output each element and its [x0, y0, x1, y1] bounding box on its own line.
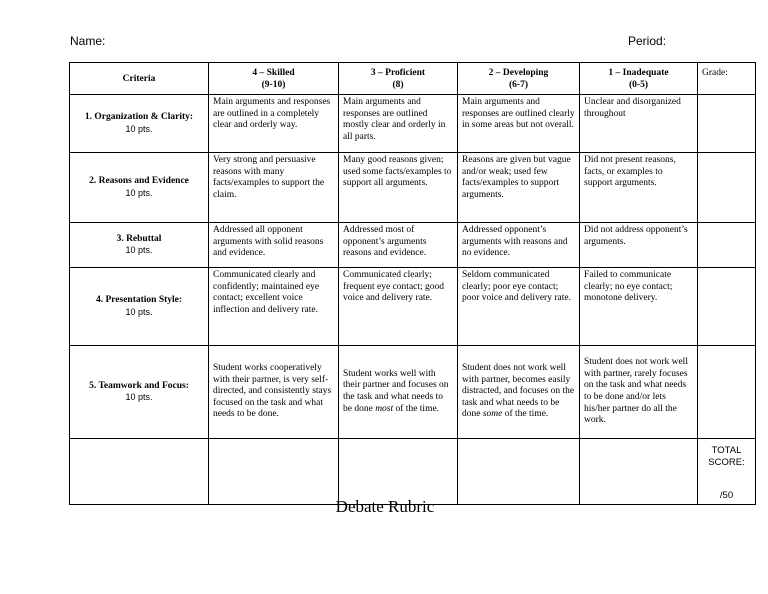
skilled-cell: Main arguments and responses are outlined in a completely clear and orderly way.: [209, 95, 339, 153]
proficient-cell: Addressed most of opponent’s arguments reasons and evidence.: [339, 223, 458, 268]
rubric-table: [69, 62, 756, 505]
criterion-cell: 3. Rebuttal 10 pts.: [70, 223, 209, 268]
skilled-cell: Very strong and persuasive reasons with many facts/examples to support the claim.: [209, 153, 339, 223]
inadequate-cell: Did not address opponent’s arguments.: [580, 223, 698, 268]
inadequate-cell: Failed to communicate clearly; no eye contact; monotone delivery.: [580, 268, 698, 346]
developing-cell: Seldom communicated clearly; poor eye contact; poor voice and delivery rate.: [458, 268, 580, 346]
skilled-cell: Communicated clearly and confidently; maintained eye contact; excellent voice inflection and delivery rate.: [209, 268, 339, 346]
grade-cell[interactable]: [698, 223, 756, 268]
empty-cell: [209, 439, 339, 505]
grade-cell[interactable]: [698, 346, 756, 439]
developing-cell: Main arguments and responses are outlined clearly in some areas but not overall.: [458, 95, 580, 153]
total-row: [70, 439, 756, 505]
empty-cell: [70, 439, 209, 505]
inadequate-cell: Student does not work well with partner, rarely focuses on the task and what needs to be done and/or lets his/her partner do all the work.: [580, 346, 698, 439]
empty-cell: [339, 439, 458, 505]
proficient-cell: Student works well with their partner and focuses on the task and what needs to be done most of the time.: [339, 346, 458, 439]
grade-cell[interactable]: [698, 268, 756, 346]
total-max: /50: [719, 490, 734, 502]
page-title: Debate Rubric: [335, 497, 435, 516]
proficient-cell: Many good reasons given; used some facts/examples to support all arguments.: [339, 153, 458, 223]
table-row: [70, 268, 756, 346]
grade-cell[interactable]: [698, 153, 756, 223]
proficient-cell: Communicated clearly; frequent eye contact; good voice and delivery rate.: [339, 268, 458, 346]
table-row: [70, 95, 756, 153]
proficient-cell: Main arguments and responses are outlined mostly clear and orderly in all parts.: [339, 95, 458, 153]
table-row: [70, 223, 756, 268]
empty-cell: [458, 439, 580, 505]
col-header-developing: 2 – Developing (6-7): [458, 63, 580, 95]
col-header-criteria: Criteria: [70, 63, 209, 95]
period-label: Period:: [628, 34, 667, 48]
col-header-inadequate: 1 – Inadequate (0-5): [580, 63, 698, 95]
criterion-cell: 2. Reasons and Evidence 10 pts.: [70, 153, 209, 223]
skilled-cell: Student works cooperatively with their partner, is very self-directed, and consistently stays focused on the task and what needs to be done.: [209, 346, 339, 439]
total-score-cell[interactable]: [698, 439, 756, 505]
inadequate-cell: Unclear and disorganized throughout: [580, 95, 698, 153]
skilled-cell: Addressed all opponent arguments with solid reasons and evidence.: [209, 223, 339, 268]
empty-cell: [580, 439, 698, 505]
table-row: [70, 346, 756, 439]
col-header-skilled: 4 – Skilled (9-10): [209, 63, 339, 95]
grade-cell[interactable]: [698, 95, 756, 153]
header-row: [70, 63, 756, 95]
developing-cell: Student does not work well with partner, becomes easily distracted, and focuses on the task and what needs to be done some of the time.: [458, 346, 580, 439]
table-row: [70, 153, 756, 223]
inadequate-cell: Did not present reasons, facts, or examples to support arguments.: [580, 153, 698, 223]
col-header-grade: Grade:: [698, 63, 756, 95]
name-label: Name:: [70, 34, 106, 48]
developing-cell: Reasons are given but vague and/or weak; used few facts/examples to support arguments.: [458, 153, 580, 223]
total-score-label: TOTAL SCORE:: [708, 445, 745, 468]
criterion-cell: 4. Presentation Style: 10 pts.: [70, 268, 209, 346]
criterion-cell: 1. Organization & Clarity: 10 pts.: [70, 95, 209, 153]
developing-cell: Addressed opponent’s arguments with reasons and no evidence.: [458, 223, 580, 268]
col-header-proficient: 3 – Proficient (8): [339, 63, 458, 95]
criterion-cell: 5. Teamwork and Focus: 10 pts.: [70, 346, 209, 439]
